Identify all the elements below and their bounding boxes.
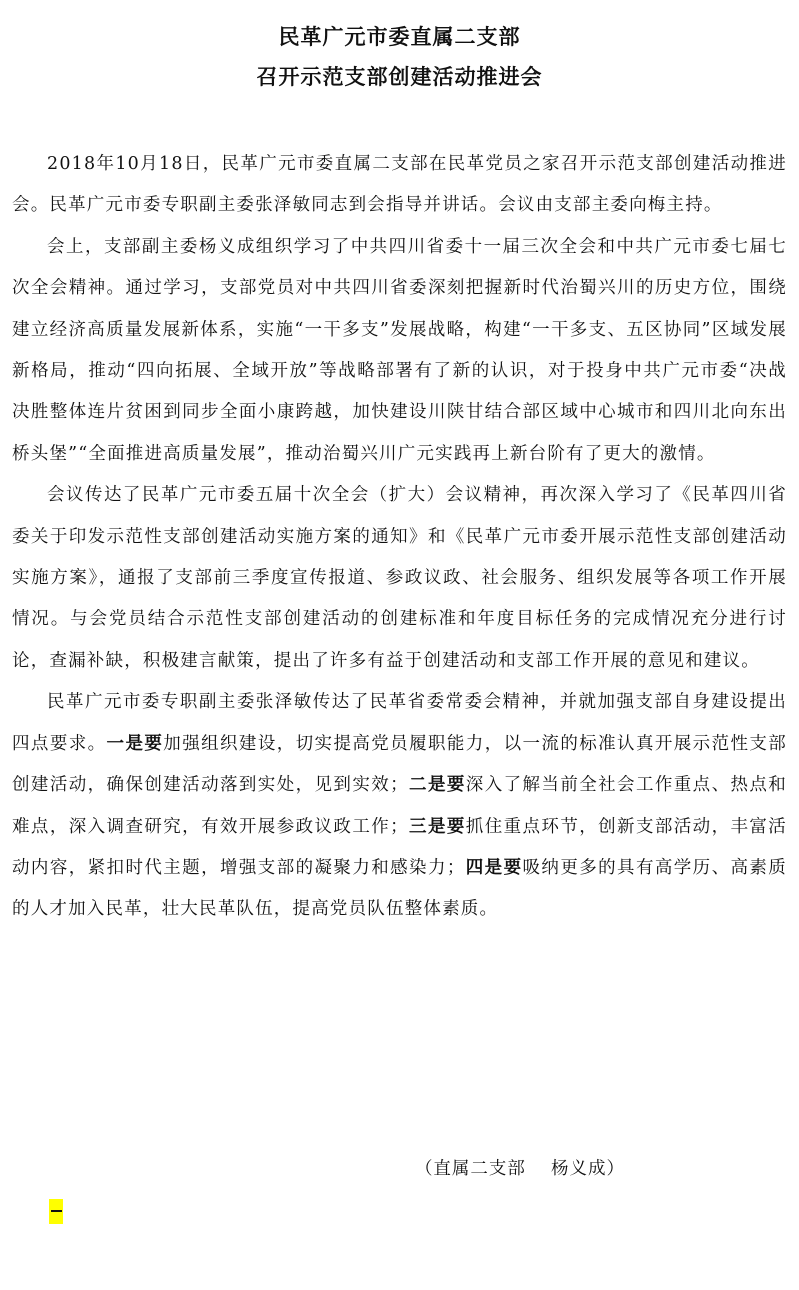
document-title-line1: 民革广元市委直属二支部 <box>278 25 521 49</box>
paragraph-4 <box>12 682 787 930</box>
requirement-1-text: 加强组织建设，切实提高党员履职能力，以一流的标准认真开展示范性支部创建活动，确保创建活动落到实处，见到实效； <box>12 733 788 796</box>
author-signature: （直属二支部 杨义成） <box>414 1159 625 1179</box>
text-cursor-highlight[interactable] <box>49 1199 63 1224</box>
requirement-2-label: 二是要 <box>408 775 466 796</box>
requirement-4-text: 吸纳更多的具有高学历、高素质的人才加入民革，壮大民革队伍，提高党员队伍整体素质。 <box>12 857 787 920</box>
paragraph-4-intro: 民革广元市委专职副主委张泽敏传达了民革省委常委会精神，并就加强支部自身建设提出四点要求。 <box>12 692 787 754</box>
paragraph-2: 会上，支部副主委杨义成组织学习了中共四川省委十一届三次全会和中共广元市委七届七次全会精神。通过学习，支部党员对中共四川省委深刻把握新时代治蜀兴川的历史方位，围绕建立经济高质量发展新体系，实施“一干多支”发展战略，构建“一干多支、五区协同”区域发展新格局，推动“四向拓展、全域开放”等战略部署有了新的认识，对于投身中共广元市委“决战决胜整体连片贫困到同步全面小康跨越，加快建设川陕甘结合部区域中心城市和四川北向东出桥头堡”“全面推进高质量发展”，推动治蜀兴川广元实践再上新台阶有了更大的激情。 <box>12 236 787 464</box>
paragraph-3: 会议传达了民革广元市委五届十次全会（扩大）会议精神，再次深入学习了《民革四川省委关于印发示范性支部创建活动实施方案的通知》和《民革广元市委开展示范性支部创建活动实施方案》，通报了支部前三季度宣传报道、参政议政、社会服务、组织发展等各项工作开展情况。与会党员结合示范性支部创建活动的创建标准和年度目标任务的完成情况充分进行讨论，查漏补缺，积极建言献策，提出了许多有益于创建活动和支部工作开展的意见和建议。 <box>12 485 787 671</box>
article-body <box>12 144 787 931</box>
requirement-3-text: 抓住重点环节，创新支部活动，丰富活动内容，紧扣时代主题，增强支部的凝聚力和感染力； <box>12 816 787 878</box>
requirement-2-text: 深入了解当前全社会工作重点、热点和难点，深入调查研究，有效开展参政议政工作； <box>12 775 787 837</box>
paragraph-1: 2018年10月18日，民革广元市委直属二支部在民革党员之家召开示范支部创建活动推进会。民革广元市委专职副主委张泽敏同志到会指导并讲话。会议由支部主委向梅主持。 <box>12 154 787 216</box>
cursor-dash <box>51 1210 62 1212</box>
document-title-line2: 召开示范支部创建活动推进会 <box>256 65 543 89</box>
requirement-4-label: 四是要 <box>465 857 523 878</box>
requirement-1-label: 一是要 <box>106 733 164 754</box>
requirement-3-label: 三是要 <box>408 816 466 837</box>
